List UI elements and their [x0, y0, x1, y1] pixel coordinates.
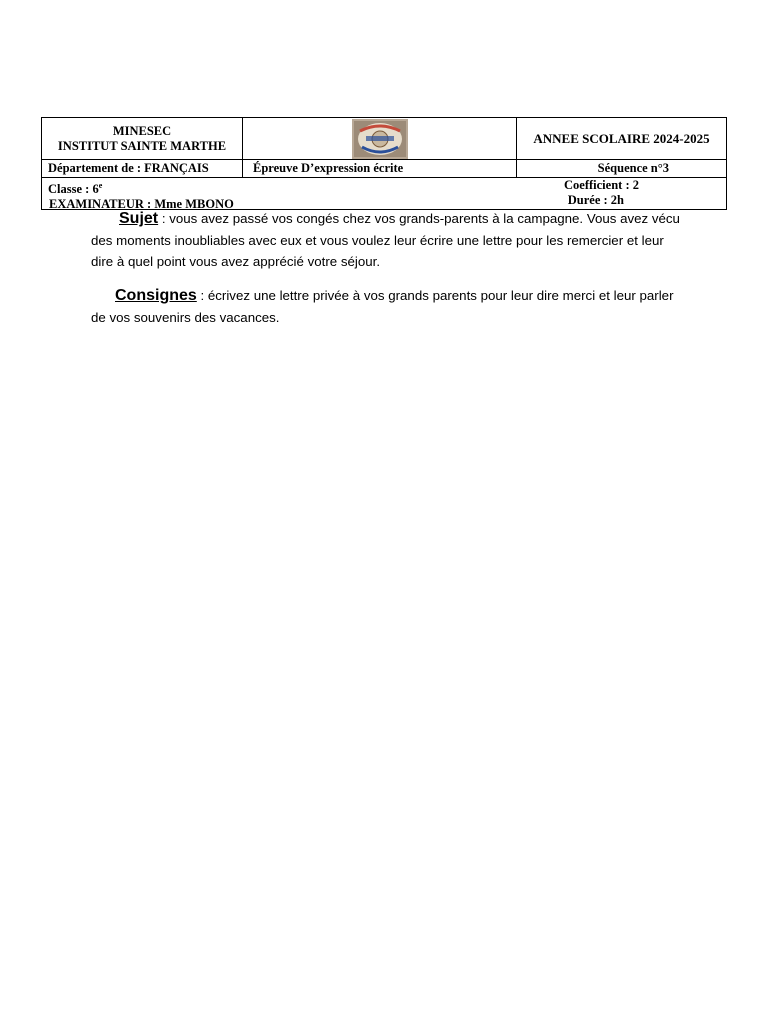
school-name: INSTITUT SAINTE MARTHE	[57, 138, 227, 153]
subject-text: : vous avez passé vos congés chez vos grands-parents à la campagne. Vous avez vécu des moments inoubliables avec eux et vous voulez leur écrire une lettre pour les remercier et leur dire à quel point vous avez apprécié votre séjour.	[91, 211, 680, 269]
header-row-1	[42, 118, 726, 159]
exam-header-table	[41, 117, 727, 210]
subject-label: Sujet	[119, 210, 159, 227]
class-label: Classe : 6	[48, 182, 99, 197]
duration: Durée : 2h	[567, 193, 624, 207]
exam-title: Épreuve D’expression écrite	[243, 160, 517, 177]
school-year-cell: ANNEE SCOLAIRE 2024-2025	[533, 130, 710, 146]
school-logo-icon	[352, 119, 408, 159]
sequence: Séquence n°3	[597, 161, 669, 175]
ministry-name: MINESEC	[112, 123, 172, 138]
instructions-text: : écrivez une lettre privée à vos grands parents pour leur dire merci et leur parler de vos souvenirs des vacances.	[91, 288, 674, 325]
department: Département de : FRANÇAIS	[42, 160, 243, 177]
coef-duration-cell	[442, 178, 726, 209]
header-row-2	[42, 159, 726, 177]
school-cell	[42, 118, 243, 159]
coefficient: Coefficient : 2	[564, 178, 639, 192]
instructions-label: Consignes	[115, 287, 197, 304]
subject-paragraph	[91, 208, 681, 273]
header-row-3	[42, 177, 726, 212]
logo-cell	[243, 118, 517, 159]
instructions-paragraph	[91, 285, 681, 328]
class-examiner-cell	[42, 178, 442, 212]
class-sup: e	[98, 181, 103, 190]
examiner: EXAMINATEUR : Mme MBONO	[49, 197, 234, 212]
